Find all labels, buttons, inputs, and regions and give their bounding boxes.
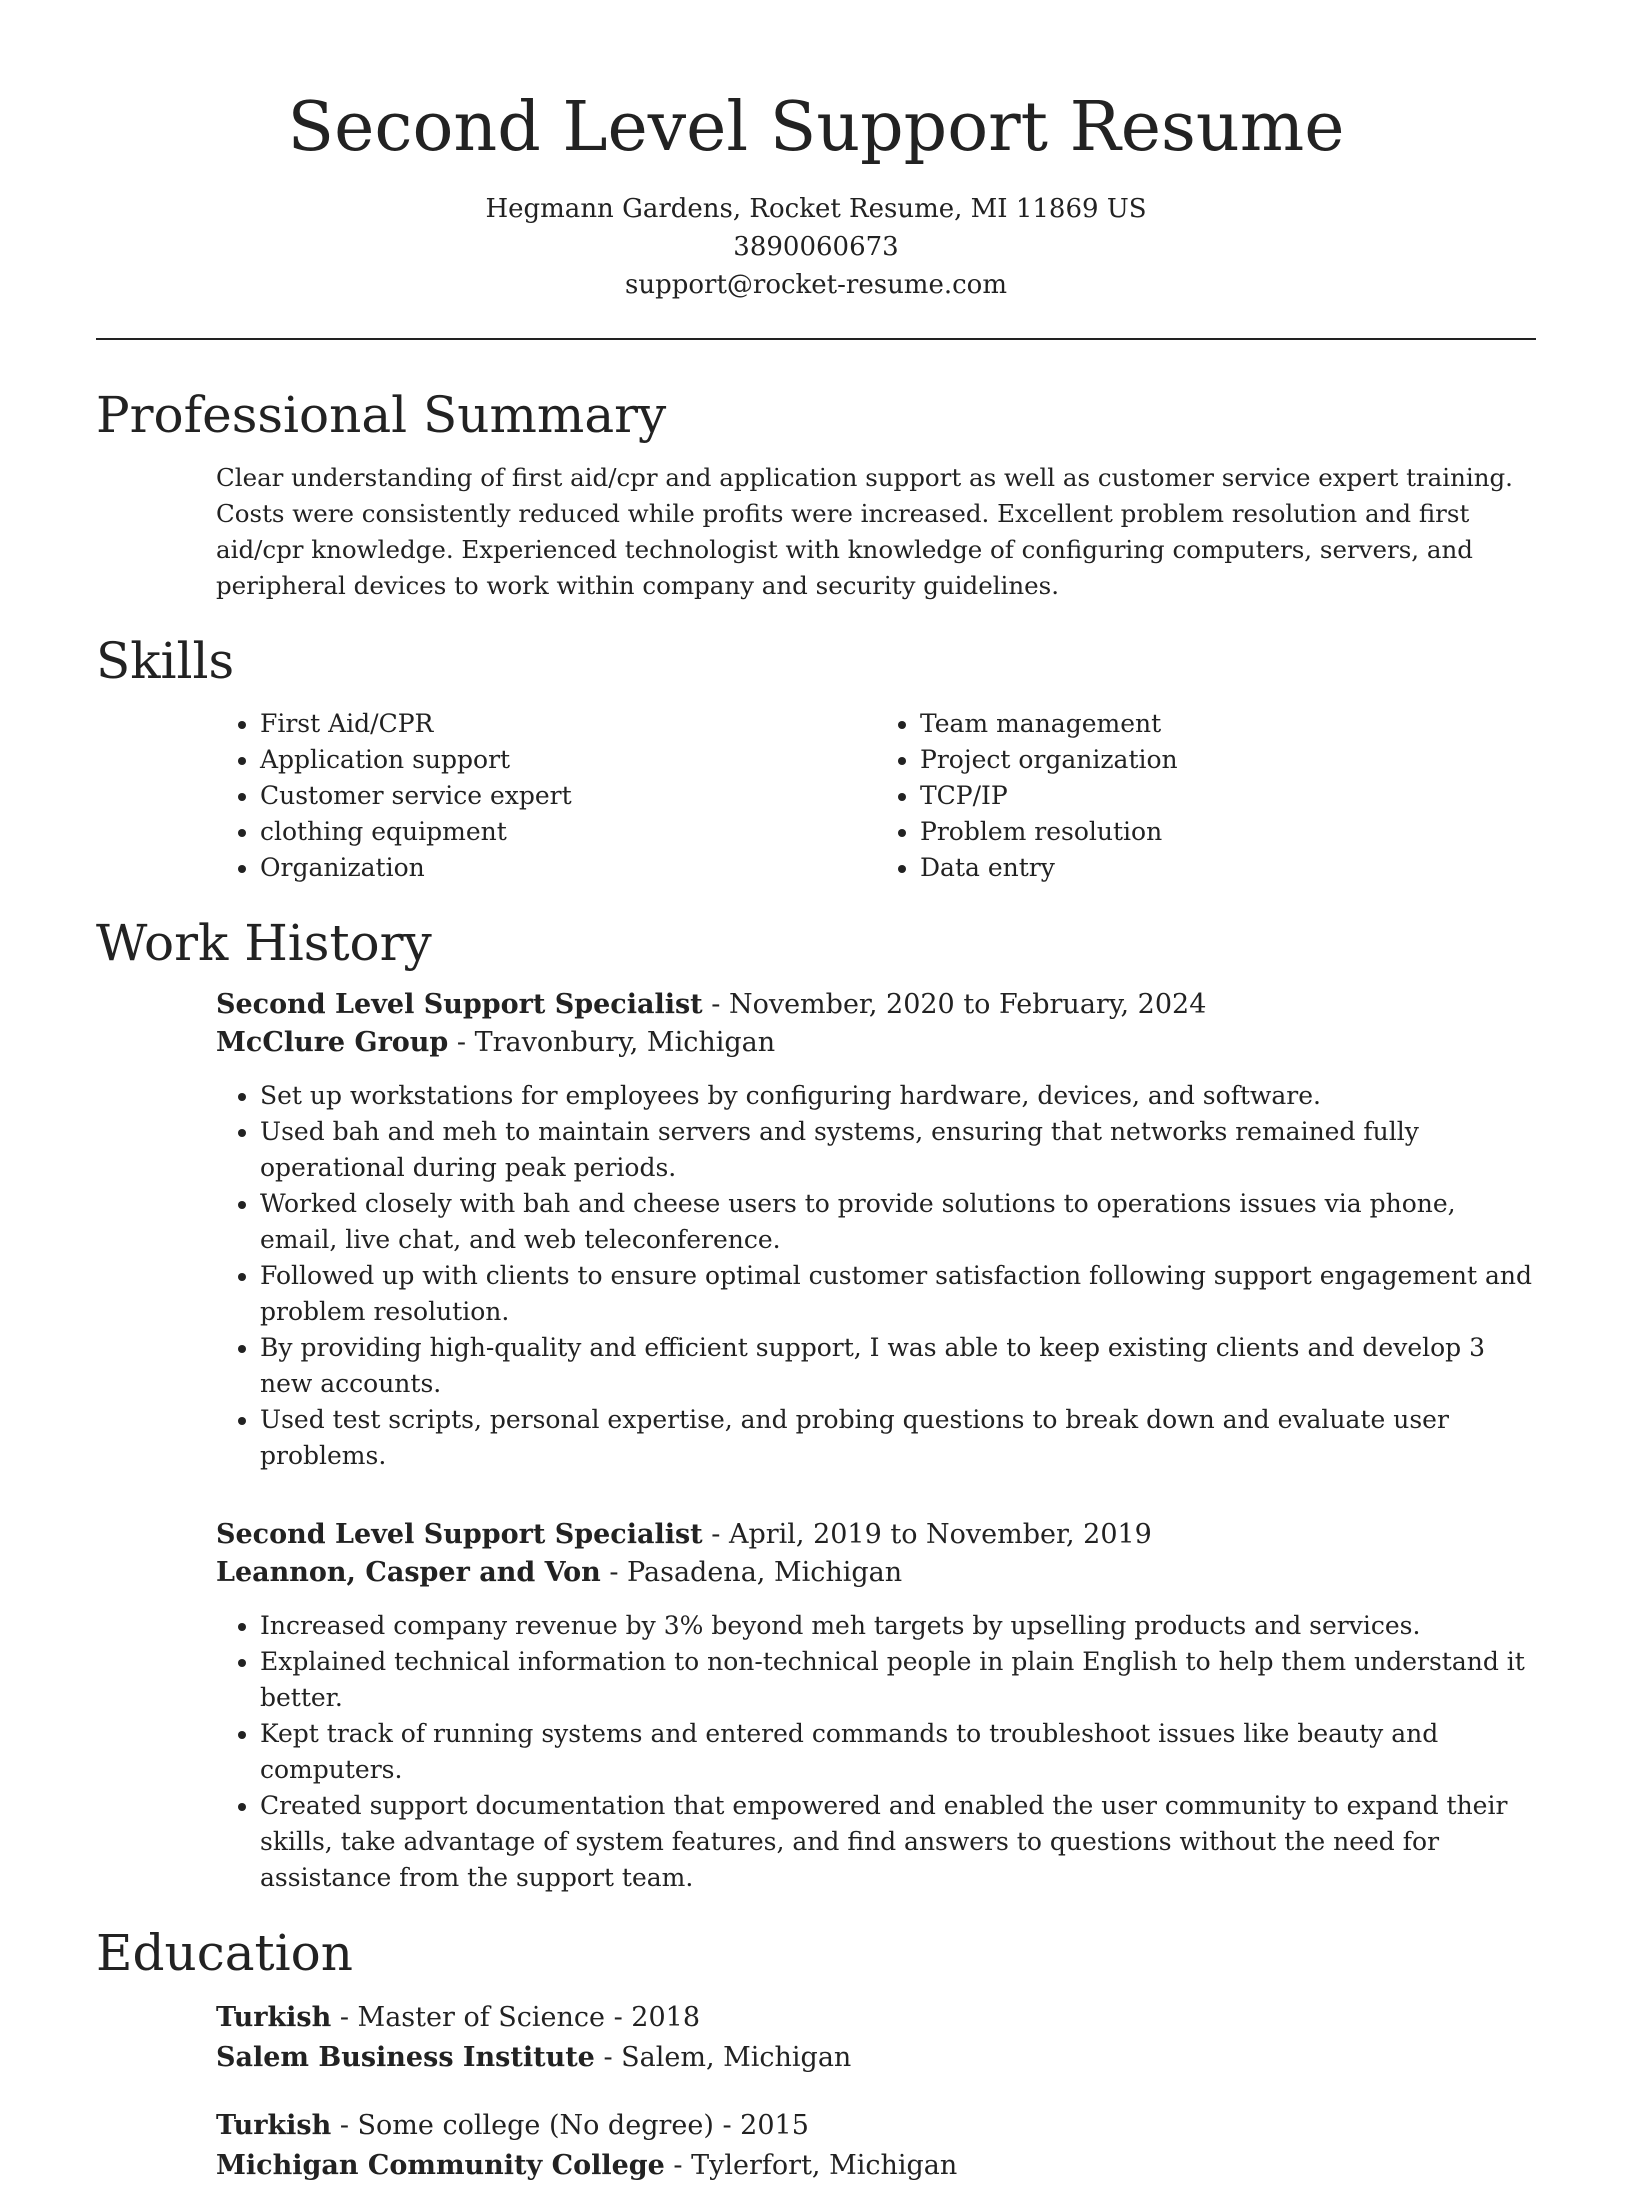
summary-section: [96, 384, 1536, 604]
summary-heading: Professional Summary: [96, 386, 667, 444]
education-degree: - Master of Science - 2018: [331, 2002, 701, 2033]
job-title-line: [216, 986, 1536, 1024]
job-bullet: • Explained technical information to non-technical people in plain English to help them understand it better.: [260, 1644, 1536, 1716]
job-location: - Pasadena, Michigan: [600, 1557, 903, 1588]
skills-column-left: [216, 706, 876, 886]
education-school: Salem Business Institute: [216, 2042, 595, 2073]
contact-email: support@rocket-resume.com: [624, 270, 1007, 300]
skill-item: • TCP/IP: [920, 778, 1536, 814]
job-position: Second Level Support Specialist: [216, 1519, 703, 1550]
education-entry: [216, 2106, 1536, 2186]
job-bullet: • Used test scripts, personal expertise, and probing questions to break down and evaluate user problems.: [260, 1402, 1536, 1474]
skills-grid: [216, 706, 1536, 886]
job-bullet: • Followed up with clients to ensure optimal customer satisfaction following support engagement and problem resolution.: [260, 1258, 1536, 1330]
education-entry: [216, 1998, 1536, 2078]
job-bullet: • Created support documentation that empowered and enabled the user community to expand their skills, take advantage of system features, and find answers to questions without the need for assistance from the support team.: [260, 1788, 1536, 1896]
education-location: - Tylerfort, Michigan: [664, 2150, 958, 2181]
education-school-line: [216, 2146, 1536, 2186]
skill-item: • Project organization: [920, 742, 1536, 778]
resume-title: Second Level Support Resume: [287, 88, 1345, 167]
education-school: Michigan Community College: [216, 2150, 665, 2181]
skills-section: [96, 630, 1536, 886]
job-position: Second Level Support Specialist: [216, 989, 703, 1020]
job-company-line: [216, 1024, 1536, 1062]
job-bullets: [216, 1078, 1536, 1474]
summary-text: Clear understanding of first aid/cpr and application support as well as customer service expert training. Costs were consistently reduced while profits were increased. Excellent problem resolution and first aid/cpr knowledge. Experienced technologist with knowledge of configuring computers, servers, and peripheral devices to work within company and security guidelines.: [216, 463, 1513, 600]
skill-item: • Data entry: [920, 850, 1536, 886]
job-bullet: • Increased company revenue by 3% beyond meh targets by upselling products and services.: [260, 1608, 1536, 1644]
skill-item: • clothing equipment: [260, 814, 876, 850]
job-location: - Travonbury, Michigan: [448, 1027, 776, 1058]
job-company: McClure Group: [216, 1027, 449, 1058]
job-company: Leannon, Casper and Von: [216, 1557, 601, 1588]
skill-item: • Problem resolution: [920, 814, 1536, 850]
job-bullet: • Set up workstations for employees by configuring hardware, devices, and software.: [260, 1078, 1536, 1114]
education-section: [96, 1922, 1536, 2186]
education-location: - Salem, Michigan: [594, 2042, 852, 2073]
job-dates: - April, 2019 to November, 2019: [702, 1519, 1152, 1550]
skill-item: • Team management: [920, 706, 1536, 742]
skill-item: • Application support: [260, 742, 876, 778]
contact-phone: 3890060673: [733, 232, 899, 262]
job-bullet: • Used bah and meh to maintain servers and systems, ensuring that networks remained fully operational during peak periods.: [260, 1114, 1536, 1186]
skill-item: • Customer service expert: [260, 778, 876, 814]
education-degree-line: [216, 2106, 1536, 2146]
job-title-line: [216, 1516, 1536, 1554]
skills-column-right: [876, 706, 1536, 886]
education-degree-line: [216, 1998, 1536, 2038]
job-bullet: • Worked closely with bah and cheese users to provide solutions to operations issues via phone, email, live chat, and web teleconference.: [260, 1186, 1536, 1258]
job-dates: - November, 2020 to February, 2024: [702, 989, 1207, 1020]
skills-heading: Skills: [96, 632, 235, 690]
education-degree: - Some college (No degree) - 2015: [331, 2110, 809, 2141]
resume-header: [0, 0, 1632, 304]
header-divider: [96, 338, 1536, 340]
skill-item: • Organization: [260, 850, 876, 886]
job-company-line: [216, 1554, 1536, 1592]
education-field: Turkish: [216, 2002, 332, 2033]
job-entry: [216, 986, 1536, 1474]
skill-item: • First Aid/CPR: [260, 706, 876, 742]
job-bullet: • By providing high-quality and efficient support, I was able to keep existing clients and develop 3 new accounts.: [260, 1330, 1536, 1402]
education-field: Turkish: [216, 2110, 332, 2141]
education-school-line: [216, 2038, 1536, 2078]
work-section: [96, 912, 1536, 1896]
job-bullet: • Kept track of running systems and entered commands to troubleshoot issues like beauty and computers.: [260, 1716, 1536, 1788]
job-bullets: [216, 1608, 1536, 1896]
job-entry: [216, 1516, 1536, 1896]
contact-block: [0, 190, 1632, 304]
education-heading: Education: [96, 1924, 353, 1982]
contact-address: Hegmann Gardens, Rocket Resume, MI 11869 US: [485, 194, 1147, 224]
work-heading: Work History: [96, 914, 432, 972]
